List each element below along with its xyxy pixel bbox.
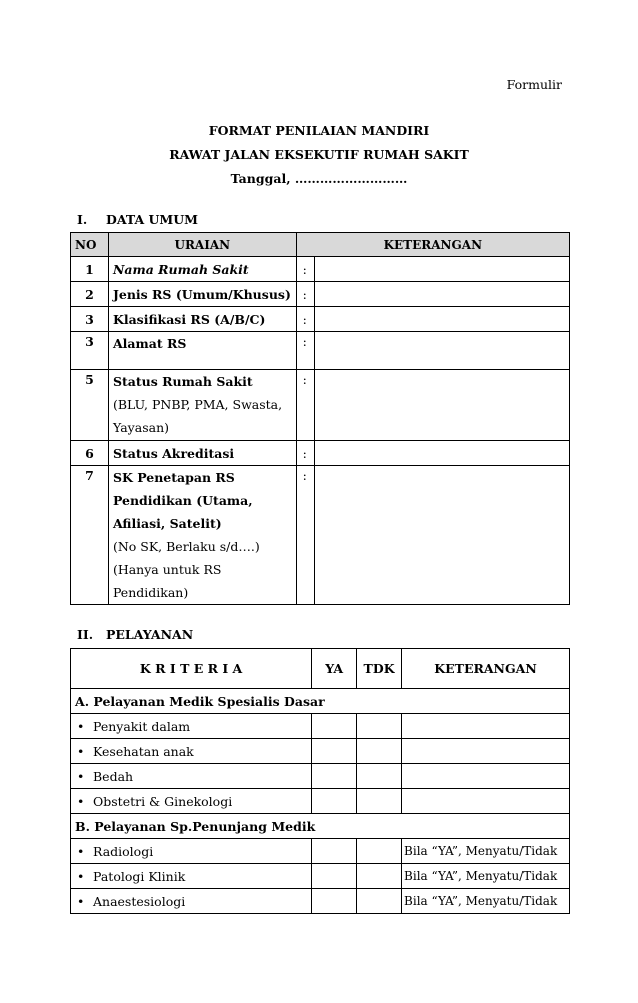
section1-heading: DATA UMUM xyxy=(106,212,198,227)
value-field[interactable] xyxy=(314,307,569,332)
keterangan-note: Bila “YA”, Menyatu/Tidak xyxy=(402,864,570,889)
group-b-label: B. Pelayanan Sp.Penunjang Medik xyxy=(71,814,570,839)
table-row xyxy=(71,864,570,889)
col-tdk: TDK xyxy=(357,649,402,689)
keterangan-cell[interactable] xyxy=(402,714,570,739)
table-row xyxy=(71,714,570,739)
keterangan-note: Bila “YA”, Menyatu/Tidak xyxy=(402,889,570,914)
col-keterangan: KETERANGAN xyxy=(296,233,569,257)
tdk-cell[interactable] xyxy=(357,739,402,764)
value-field[interactable] xyxy=(314,466,569,605)
table-row xyxy=(71,839,570,864)
criteria-item: • Kesehatan anak xyxy=(71,739,312,764)
tdk-cell[interactable] xyxy=(357,889,402,914)
ya-cell[interactable] xyxy=(312,714,357,739)
tdk-cell[interactable] xyxy=(357,864,402,889)
row-label: SK Penetapan RS Pendidikan (Utama, Afiliasi, Satelit) (No SK, Berlaku s/d….) (Hanya untuk RS Pendidikan) xyxy=(108,466,296,605)
criteria-item: • Penyakit dalam xyxy=(71,714,312,739)
table-row: 3 Alamat RS : xyxy=(71,332,570,370)
table-row: 2 Jenis RS (Umum/Khusus) : xyxy=(71,282,570,307)
table-row xyxy=(71,764,570,789)
table-row: 3 Klasifikasi RS (A/B/C) : xyxy=(71,307,570,332)
data-umum-table xyxy=(70,232,570,605)
row-label: Klasifikasi RS (A/B/C) xyxy=(108,307,296,332)
group-row xyxy=(71,814,570,839)
ya-cell[interactable] xyxy=(312,839,357,864)
table-row: 5 Status Rumah Sakit (BLU, PNBP, PMA, Swasta, Yayasan) : xyxy=(71,370,570,441)
ya-cell[interactable] xyxy=(312,764,357,789)
ya-cell[interactable] xyxy=(312,789,357,814)
row-label: Alamat RS xyxy=(108,332,296,370)
criteria-item: • Obstetri & Ginekologi xyxy=(71,789,312,814)
value-field[interactable] xyxy=(314,441,569,466)
row-label: Nama Rumah Sakit xyxy=(108,257,296,282)
pelayanan-table xyxy=(70,648,570,914)
ya-cell[interactable] xyxy=(312,864,357,889)
value-field[interactable] xyxy=(314,332,569,370)
row-label: Status Akreditasi xyxy=(108,441,296,466)
criteria-item: • Bedah xyxy=(71,764,312,789)
group-row xyxy=(71,689,570,714)
row-label: Status Rumah Sakit (BLU, PNBP, PMA, Swasta, Yayasan) xyxy=(108,370,296,441)
section2-number: II. xyxy=(77,627,94,642)
table-row xyxy=(71,789,570,814)
criteria-item: • Patologi Klinik xyxy=(71,864,312,889)
keterangan-cell[interactable] xyxy=(402,789,570,814)
col-no: NO xyxy=(71,233,109,257)
col-keterangan: KETERANGAN xyxy=(402,649,570,689)
table-row: 1 Nama Rumah Sakit : xyxy=(71,257,570,282)
ya-cell[interactable] xyxy=(312,889,357,914)
table-row xyxy=(71,889,570,914)
col-uraian: URAIAN xyxy=(108,233,296,257)
ya-cell[interactable] xyxy=(312,739,357,764)
row-label: Jenis RS (Umum/Khusus) xyxy=(108,282,296,307)
table-row xyxy=(71,739,570,764)
group-a-label: A. Pelayanan Medik Spesialis Dasar xyxy=(71,689,570,714)
tdk-cell[interactable] xyxy=(357,839,402,864)
table-row: 6 Status Akreditasi : xyxy=(71,441,570,466)
criteria-item: • Radiologi xyxy=(71,839,312,864)
formulir-label: Formulir xyxy=(506,77,562,92)
tdk-cell[interactable] xyxy=(357,764,402,789)
date-line: Tanggal, ……………………… xyxy=(230,171,408,186)
value-field[interactable] xyxy=(314,257,569,282)
table-row: 7 SK Penetapan RS Pendidikan (Utama, Afiliasi, Satelit) (No SK, Berlaku s/d….) (Hanya untuk RS Pendidikan) : xyxy=(71,466,570,605)
section1-number: I. xyxy=(77,212,88,227)
tdk-cell[interactable] xyxy=(357,789,402,814)
keterangan-cell[interactable] xyxy=(402,764,570,789)
col-ya: YA xyxy=(312,649,357,689)
keterangan-cell[interactable] xyxy=(402,739,570,764)
value-field[interactable] xyxy=(314,282,569,307)
tdk-cell[interactable] xyxy=(357,714,402,739)
document-subtitle: RAWAT JALAN EKSEKUTIF RUMAH SAKIT xyxy=(169,147,469,162)
keterangan-note: Bila “YA”, Menyatu/Tidak xyxy=(402,839,570,864)
document-title: FORMAT PENILAIAN MANDIRI xyxy=(208,123,430,138)
value-field[interactable] xyxy=(314,370,569,441)
section2-heading: PELAYANAN xyxy=(106,627,194,642)
col-kriteria: K R I T E R I A xyxy=(71,649,312,689)
criteria-item: • Anaestesiologi xyxy=(71,889,312,914)
